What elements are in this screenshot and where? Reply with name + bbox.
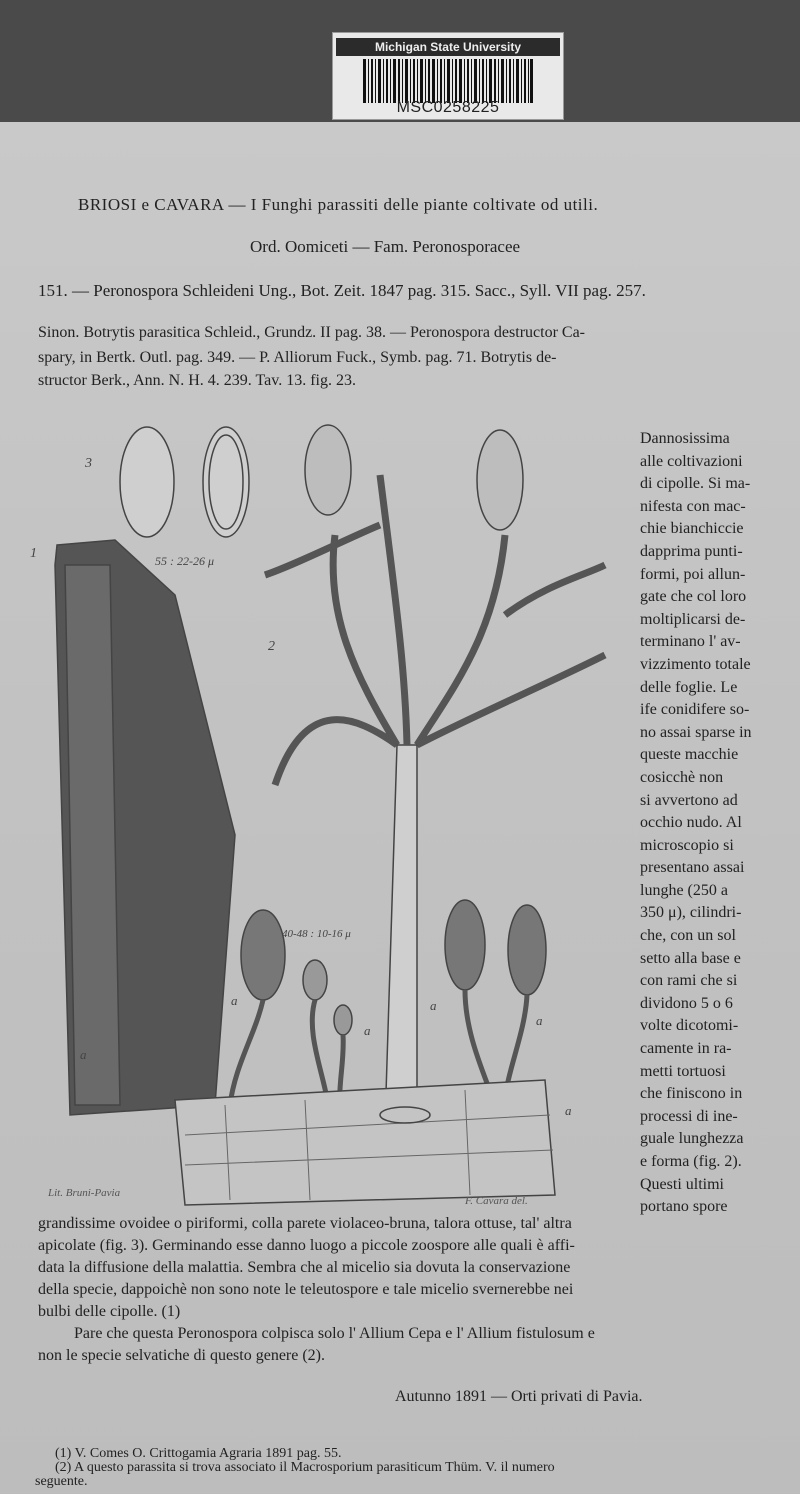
- right-column-line: gate che col loro: [640, 588, 747, 606]
- right-column-line: chie bianchiccie: [640, 520, 744, 538]
- locality-date: Autunno 1891 — Orti privati di Pavia.: [395, 1388, 643, 1405]
- barcode-number: MSC0258225: [396, 99, 500, 116]
- botanical-illustration: [25, 415, 635, 1215]
- right-column-line: guale lunghezza: [640, 1130, 744, 1148]
- figure-label-2: 2: [268, 639, 275, 654]
- right-column-line: Dannosissima: [640, 430, 730, 447]
- artist-credit: F. Cavara del.: [465, 1195, 528, 1207]
- label-a-6: a: [80, 1047, 87, 1062]
- footnotes: [35, 1446, 775, 1489]
- label-a-3: a: [364, 1023, 371, 1038]
- zoospore-measurement: 40-48 : 10-16 μ: [282, 928, 351, 940]
- synonyms-line-3: structor Berk., Ann. N. H. 4. 239. Tav. 13. fig. 23.: [38, 372, 356, 389]
- figure-label-3: 3: [85, 456, 92, 471]
- right-column-line: che finiscono in: [640, 1085, 743, 1103]
- full-width-line: bulbi delle cipolle. (1): [38, 1303, 181, 1320]
- right-column-line: formi, poi allun-: [640, 565, 746, 583]
- institution-name: Michigan State University: [336, 38, 560, 56]
- right-column-line: portano spore: [640, 1198, 728, 1216]
- right-column-line: ife conidifere so-: [640, 701, 750, 719]
- right-column-line: nifesta con mac-: [640, 497, 746, 515]
- footnote-line: (1) V. Comes O. Crittogamia Agraria 1891 pag. 55.: [55, 1446, 342, 1461]
- right-column-line: camente in ra-: [640, 1040, 732, 1058]
- label-a-2: a: [430, 998, 437, 1013]
- synonyms-line-1: Sinon. Botrytis parasitica Schleid., Grundz. II pag. 38. — Peronospora destructor Ca-: [38, 324, 585, 341]
- synonyms-line-2: spary, in Bertk. Outl. pag. 349. — P. Alliorum Fuck., Symb. pag. 71. Botrytis de-: [38, 349, 557, 366]
- right-column-line: si avvertono ad: [640, 791, 738, 809]
- full-width-line: data la diffusione della malattia. Sembra che al micelio sia dovuta la conservazione: [38, 1259, 571, 1276]
- footnote-line: (2) A questo parassita si trova associato il Macrosporium parasiticum Thüm. V. il numero: [55, 1460, 555, 1475]
- right-column-line: no assai sparse in: [640, 723, 752, 741]
- species-entry: 151. — Peronospora Schleideni Ung., Bot. Zeit. 1847 pag. 315. Sacc., Syll. VII pag. 257.: [38, 281, 646, 300]
- barcode-label: [332, 32, 564, 120]
- right-column-line: Questi ultimi: [640, 1175, 724, 1193]
- footnote-line: seguente.: [35, 1474, 88, 1489]
- right-column-line: 350 μ), cilindri-: [640, 904, 742, 922]
- spore-measurement: 55 : 22-26 μ: [155, 554, 215, 568]
- right-column-line: setto alla base e: [640, 949, 741, 967]
- right-column-line: occhio nudo. Al: [640, 814, 742, 832]
- right-column-line: cosicchè non: [640, 768, 724, 786]
- right-column-line: delle foglie. Le: [640, 678, 738, 696]
- full-width-line: apicolate (fig. 3). Germinando esse danno luogo a piccole zoospore alle quali è affi-: [38, 1237, 575, 1254]
- page-title: BRIOSI e CAVARA — I Funghi parassiti delle piante coltivate od utili.: [78, 195, 599, 214]
- lithographer-credit: Lit. Bruni-Pavia: [48, 1187, 121, 1199]
- full-width-line: grandissime ovoidee o piriformi, colla parete violaceo-bruna, talora ottuse, tal' altra: [38, 1215, 572, 1232]
- right-column-line: alle coltivazioni: [640, 452, 743, 470]
- taxonomic-family: Ord. Oomiceti — Fam. Peronosporacee: [250, 237, 521, 256]
- right-column-line: terminano l' av-: [640, 633, 741, 651]
- right-column-line: presentano assai: [640, 859, 745, 877]
- right-column-line: volte dicotomi-: [640, 1017, 739, 1035]
- label-a-5: a: [565, 1103, 572, 1118]
- right-column-line: che, con un sol: [640, 927, 736, 945]
- label-a-4: a: [536, 1013, 543, 1028]
- right-column-line: processi di ine-: [640, 1107, 738, 1125]
- right-column-line: queste macchie: [640, 746, 739, 764]
- right-column-line: vizzimento totale: [640, 655, 751, 673]
- barcode-image: [363, 59, 533, 103]
- figure-label-1: 1: [30, 546, 37, 561]
- right-column-line: e forma (fig. 2).: [640, 1153, 742, 1170]
- full-width-line: della specie, dappoichè non sono note le teleutospore e tale micelio svernerebbe nei: [38, 1281, 574, 1298]
- description-full-width: [38, 1213, 778, 1367]
- right-column-line: moltiplicarsi de-: [640, 610, 746, 628]
- right-column-line: con rami che si: [640, 972, 738, 990]
- right-column-line: metti tortuosi: [640, 1062, 726, 1080]
- right-column-line: dividono 5 o 6: [640, 994, 733, 1012]
- right-column-line: dapprima punti-: [640, 542, 743, 560]
- full-width-line: Pare che questa Peronospora colpisca solo l' Allium Cepa e l' Allium fistulosum e: [74, 1325, 595, 1342]
- description-right-column: [640, 428, 790, 1219]
- full-width-line: non le specie selvatiche di questo genere (2).: [38, 1347, 325, 1364]
- label-a-1: a: [231, 993, 238, 1008]
- right-column-line: di cipolle. Si ma-: [640, 475, 751, 493]
- right-column-line: lunghe (250 a: [640, 881, 728, 899]
- right-column-line: microscopio si: [640, 836, 734, 854]
